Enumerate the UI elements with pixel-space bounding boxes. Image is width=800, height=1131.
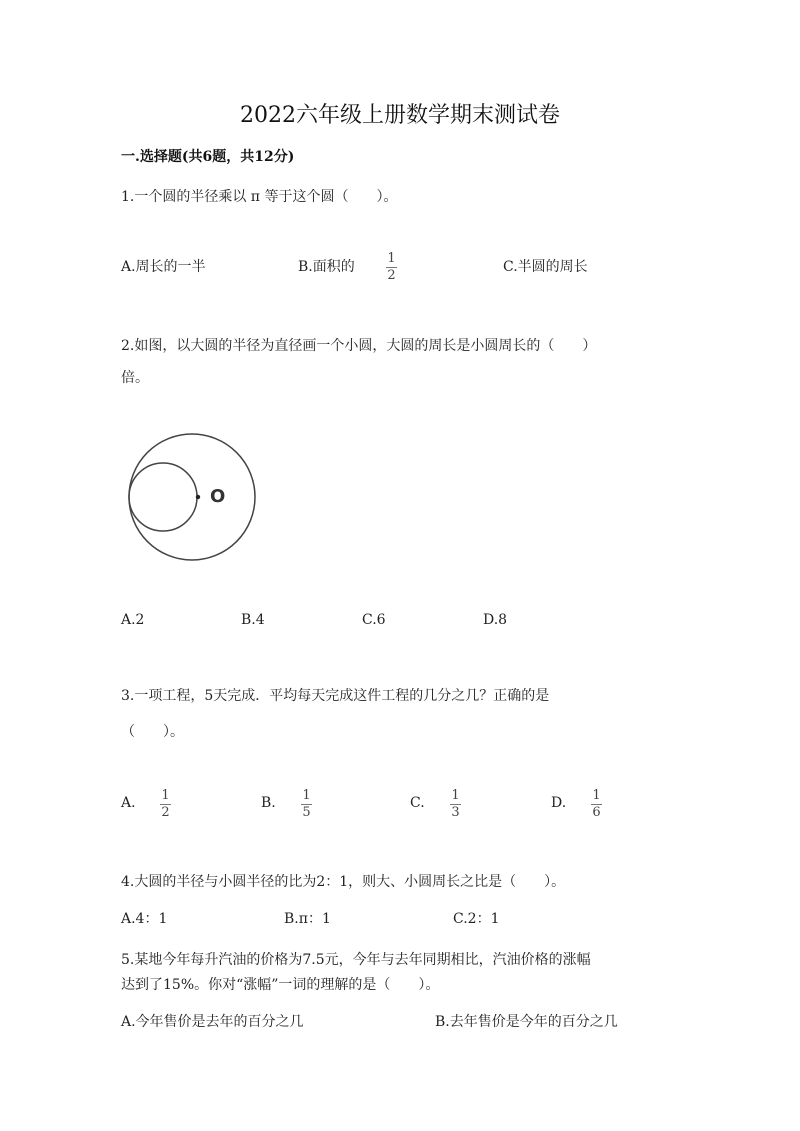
question-3-stem-cont: （ ）。: [121, 724, 184, 740]
denominator: 3: [451, 805, 460, 820]
question-3-stem: 3.一项工程，5天完成．平均每天完成这件工程的几分之几？正确的是: [121, 688, 550, 704]
question-2-stem: 2.如图，以大圆的半径为直径画一个小圆，大圆的周长是小圆周长的（ ）: [121, 338, 597, 354]
center-point: [196, 495, 200, 499]
q2-option-d[interactable]: D.8: [483, 612, 508, 628]
denominator: 5: [302, 805, 311, 820]
circle-diagram: [124, 428, 264, 568]
q2-option-b[interactable]: B.4: [241, 612, 265, 628]
numerator: 1: [592, 788, 601, 803]
q1-option-b[interactable]: B.面积的: [298, 259, 355, 275]
denominator: 2: [161, 805, 170, 820]
question-5-stem-cont: 达到了15%。你对“涨幅”一词的理解的是（ ）。: [121, 977, 440, 993]
q3-option-c[interactable]: C.: [410, 795, 425, 811]
denominator: 2: [387, 268, 396, 283]
q4-option-a[interactable]: A.4：1: [121, 911, 168, 927]
q3-option-d[interactable]: D.: [551, 795, 567, 811]
q3-option-a[interactable]: A.: [121, 795, 136, 811]
numerator: 1: [387, 251, 396, 266]
question-1-stem: 1.一个圆的半径乘以 π 等于这个圆（ ）。: [121, 189, 398, 205]
page-title: 2022六年级上册数学期末测试卷: [240, 103, 560, 128]
q2-option-c[interactable]: C.6: [362, 612, 386, 628]
numerator: 1: [302, 788, 311, 803]
numerator: 1: [161, 788, 170, 803]
center-label: O: [210, 486, 226, 507]
numerator: 1: [451, 788, 460, 803]
q3-option-b-fraction: [301, 789, 312, 820]
section-heading: 一.选择题(共6题，共12分): [121, 149, 295, 165]
q5-option-b[interactable]: B.去年售价是今年的百分之几: [435, 1014, 618, 1030]
q1-option-c[interactable]: C.半圆的周长: [503, 259, 588, 275]
q5-option-a[interactable]: A.今年售价是去年的百分之几: [121, 1014, 304, 1030]
question-2-stem-cont: 倍。: [121, 370, 149, 386]
q3-option-d-fraction: [591, 789, 602, 820]
q3-option-a-fraction: [160, 789, 171, 820]
q3-option-b[interactable]: B.: [261, 795, 276, 811]
q4-option-c[interactable]: C.2：1: [453, 911, 500, 927]
q1-option-a[interactable]: A.周长的一半: [121, 259, 206, 275]
denominator: 6: [592, 805, 601, 820]
small-circle: [129, 463, 197, 531]
q1-option-b-fraction: [386, 252, 397, 283]
q3-option-c-fraction: [450, 789, 461, 820]
q2-option-a[interactable]: A.2: [121, 612, 145, 628]
question-5-stem: 5.某地今年每升汽油的价格为7.5元，今年与去年同期相比，汽油价格的涨幅: [121, 952, 591, 968]
question-4-stem: 4.大圆的半径与小圆半径的比为2：1，则大、小圆周长之比是（ ）。: [121, 874, 566, 890]
large-circle: [129, 434, 255, 560]
q4-option-b[interactable]: B.π：1: [284, 911, 331, 927]
